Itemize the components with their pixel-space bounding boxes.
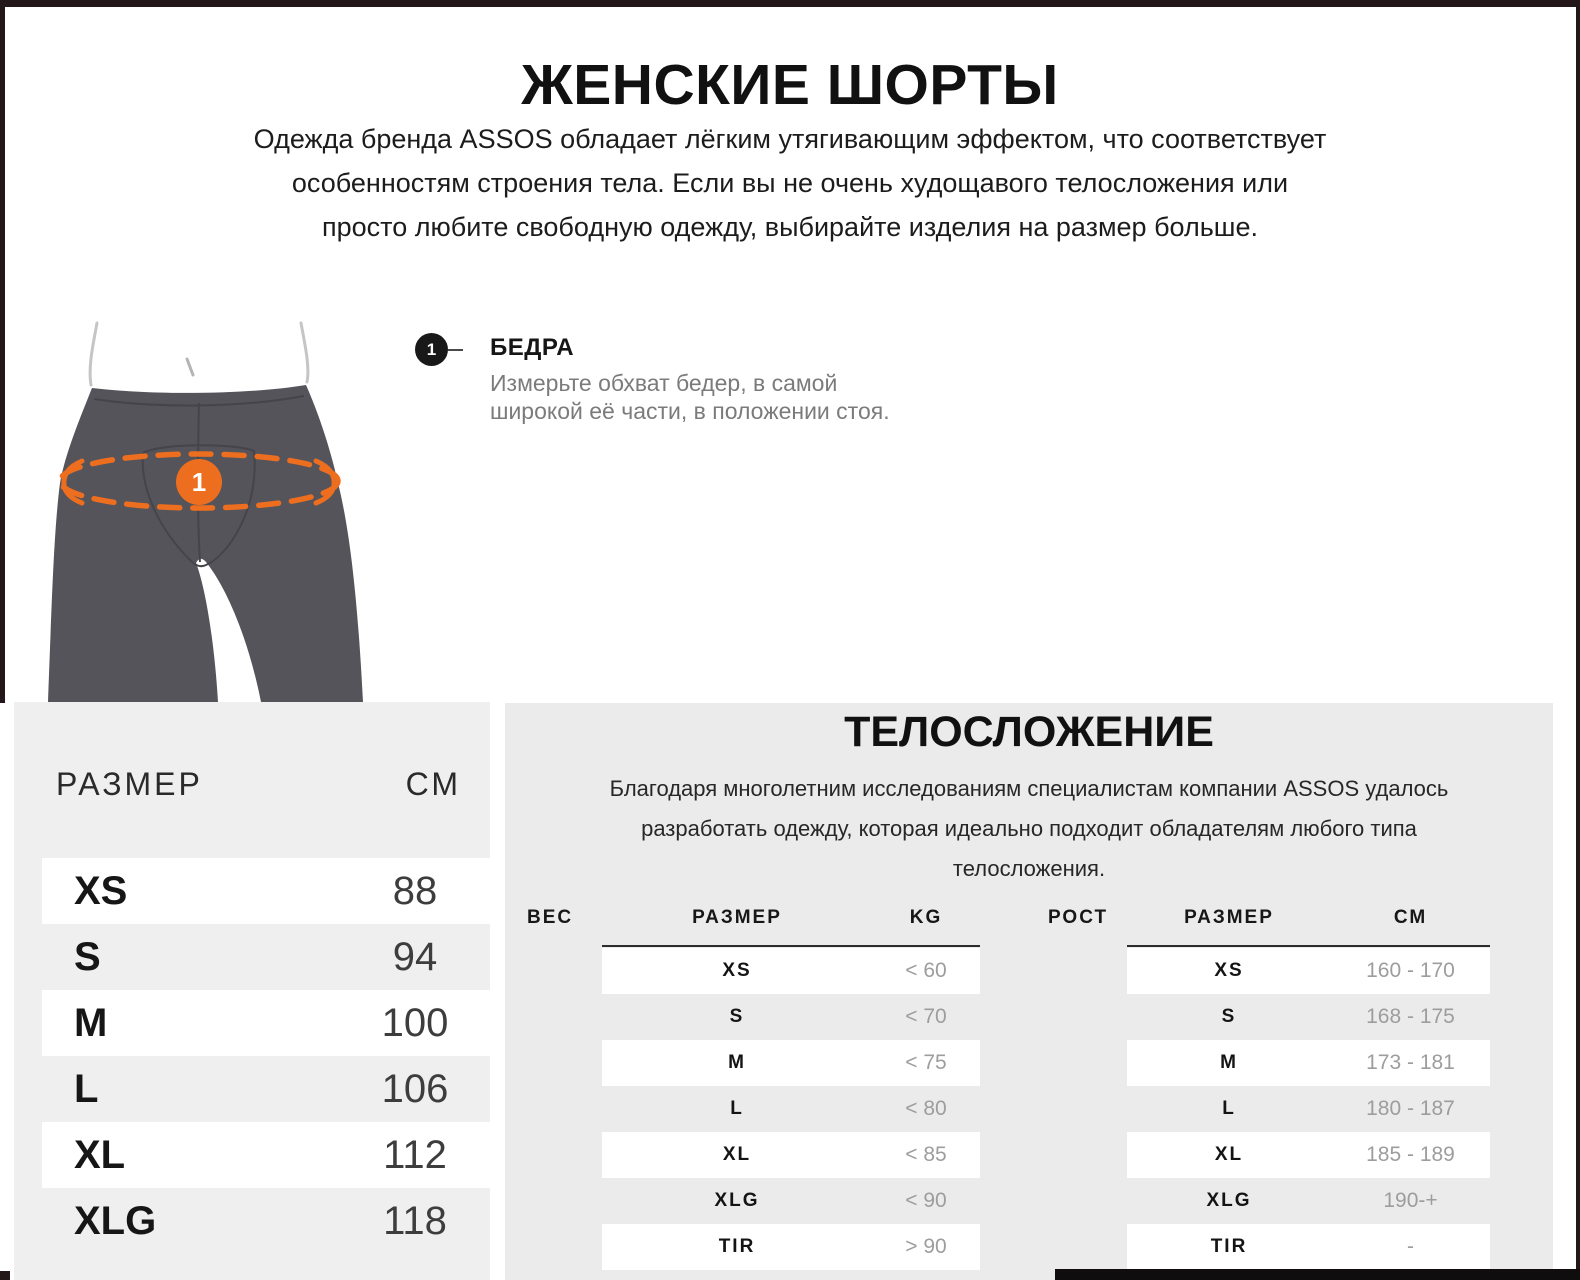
weight-table-row (602, 1086, 980, 1132)
frame-top-edge (0, 0, 1580, 7)
weight-kg-value: < 80 (905, 1097, 947, 1120)
weight-kg-value: < 70 (905, 1005, 947, 1028)
weight-table-row (602, 948, 980, 994)
size-cm-value: 106 (381, 1067, 449, 1111)
weight-kg-value: < 85 (905, 1143, 947, 1166)
weight-table-rows (602, 948, 980, 1270)
body-type-description-line: разработать одежду, которая идеально подходит обладателям любого типа (641, 816, 1417, 841)
weight-table-row (602, 1040, 980, 1086)
size-cm-value: 100 (381, 1001, 449, 1045)
body-type-panel (505, 703, 1553, 1280)
height-cm-value: 168 - 175 (1366, 1005, 1455, 1028)
body-type-description (505, 769, 1553, 889)
weight-size-label: S (729, 1006, 745, 1027)
height-size-label: XL (1214, 1144, 1244, 1165)
body-type-description-line: Благодаря многолетним исследованиям специалистам компании ASSOS удалось (609, 776, 1449, 801)
height-table-row (1127, 1086, 1490, 1132)
size-table-row (42, 1122, 490, 1188)
size-label: M (74, 1001, 108, 1045)
callout-description (490, 369, 890, 425)
weight-table-row (602, 1178, 980, 1224)
size-label: S (74, 935, 101, 979)
height-cm-value: - (1407, 1235, 1414, 1258)
height-cm-value: 173 - 181 (1366, 1051, 1455, 1074)
weight-size-label: TIR (718, 1236, 756, 1257)
weight-kg-value: < 75 (905, 1051, 947, 1074)
shorts-shape (48, 385, 363, 702)
height-table-underline (1127, 945, 1490, 947)
size-table-panel (14, 702, 490, 1280)
navel-mark (187, 359, 193, 375)
size-label: L (74, 1067, 99, 1111)
height-size-label: M (1220, 1052, 1238, 1073)
height-table-row (1127, 948, 1490, 994)
intro-paragraph (0, 117, 1580, 249)
weight-kg-value: > 90 (905, 1235, 947, 1258)
height-cm-column-header: СМ (1393, 907, 1428, 928)
height-cm-value: 160 - 170 (1366, 959, 1455, 982)
height-table-label: РОСТ (1048, 907, 1109, 928)
weight-table-underline (602, 945, 980, 947)
size-label: XS (74, 869, 128, 913)
size-table-row (42, 1188, 490, 1254)
weight-table-header (602, 903, 980, 945)
next-section-edge (1055, 1269, 1580, 1280)
size-table-row (42, 1056, 490, 1122)
size-table-row (42, 990, 490, 1056)
hips-diagram (30, 315, 370, 702)
callout-description-line: широкой её части, в положении стоя. (490, 398, 890, 424)
size-cm-value: 94 (392, 935, 438, 979)
body-type-title: ТЕЛОСЛОЖЕНИЕ (844, 708, 1214, 756)
weight-kg-column-header: KG (909, 907, 943, 928)
size-label: XL (74, 1133, 126, 1177)
height-table-rows (1127, 948, 1490, 1270)
weight-table-row (602, 994, 980, 1040)
size-cm-value: 88 (392, 869, 438, 913)
weight-size-label: M (728, 1052, 746, 1073)
height-size-label: S (1221, 1006, 1237, 1027)
measure-point-1-number: 1 (191, 467, 207, 497)
height-size-label: TIR (1210, 1236, 1248, 1257)
callout-number-badge: 1 (415, 333, 448, 366)
height-size-label: XS (1214, 960, 1244, 981)
weight-table-label: ВЕС (527, 907, 574, 928)
weight-table-row (602, 1224, 980, 1270)
weight-kg-value: < 60 (905, 959, 947, 982)
page-title: ЖЕНСКИЕ ШОРТЫ (521, 53, 1059, 118)
body-type-description-line: телосложения. (952, 856, 1106, 881)
height-cm-value: 185 - 189 (1366, 1143, 1455, 1166)
size-table-row (42, 858, 490, 924)
callout-title: БЕДРА (490, 334, 575, 361)
height-size-label: L (1222, 1098, 1236, 1119)
height-table-row (1127, 994, 1490, 1040)
intro-line: просто любите свободную одежду, выбирайте изделия на размер больше. (322, 212, 1258, 242)
height-cm-value: 190-+ (1383, 1189, 1438, 1212)
height-size-column-header: РАЗМЕР (1184, 907, 1274, 928)
height-cm-value: 180 - 187 (1366, 1097, 1455, 1120)
height-table-row (1127, 1224, 1490, 1270)
height-table-header (1127, 903, 1490, 945)
weight-size-label: L (730, 1098, 744, 1119)
height-table (1127, 903, 1490, 1258)
size-cm-value: 112 (383, 1133, 447, 1177)
weight-size-label: XLG (714, 1190, 760, 1211)
torso-left-outline (90, 323, 97, 385)
weight-size-label: XL (722, 1144, 752, 1165)
weight-kg-value: < 90 (905, 1189, 947, 1212)
intro-line: Одежда бренда ASSOS обладает лёгким утягивающим эффектом, что соответствует (253, 124, 1327, 154)
size-table-row (42, 924, 490, 990)
torso-right-outline (301, 323, 308, 382)
intro-line: особенностям строения тела. Если вы не очень худощавого телосложения или (291, 168, 1289, 198)
size-cm-value: 118 (383, 1199, 447, 1243)
size-column-header: РАЗМЕР (56, 766, 203, 802)
weight-size-label: XS (722, 960, 752, 981)
size-table-rows (14, 858, 490, 1254)
weight-table-row (602, 1132, 980, 1178)
height-table-row (1127, 1132, 1490, 1178)
callout-dash (448, 349, 463, 351)
weight-table (602, 903, 980, 1258)
frame-bottom-left-corner (0, 1271, 10, 1280)
height-size-label: XLG (1206, 1190, 1252, 1211)
hips-callout (415, 333, 1035, 443)
size-label: XLG (74, 1199, 157, 1243)
height-table-row (1127, 1178, 1490, 1224)
callout-description-line: Измерьте обхват бедер, в самой (490, 370, 838, 396)
cm-column-header: СМ (405, 766, 461, 802)
height-table-row (1127, 1040, 1490, 1086)
weight-size-column-header: РАЗМЕР (692, 907, 782, 928)
